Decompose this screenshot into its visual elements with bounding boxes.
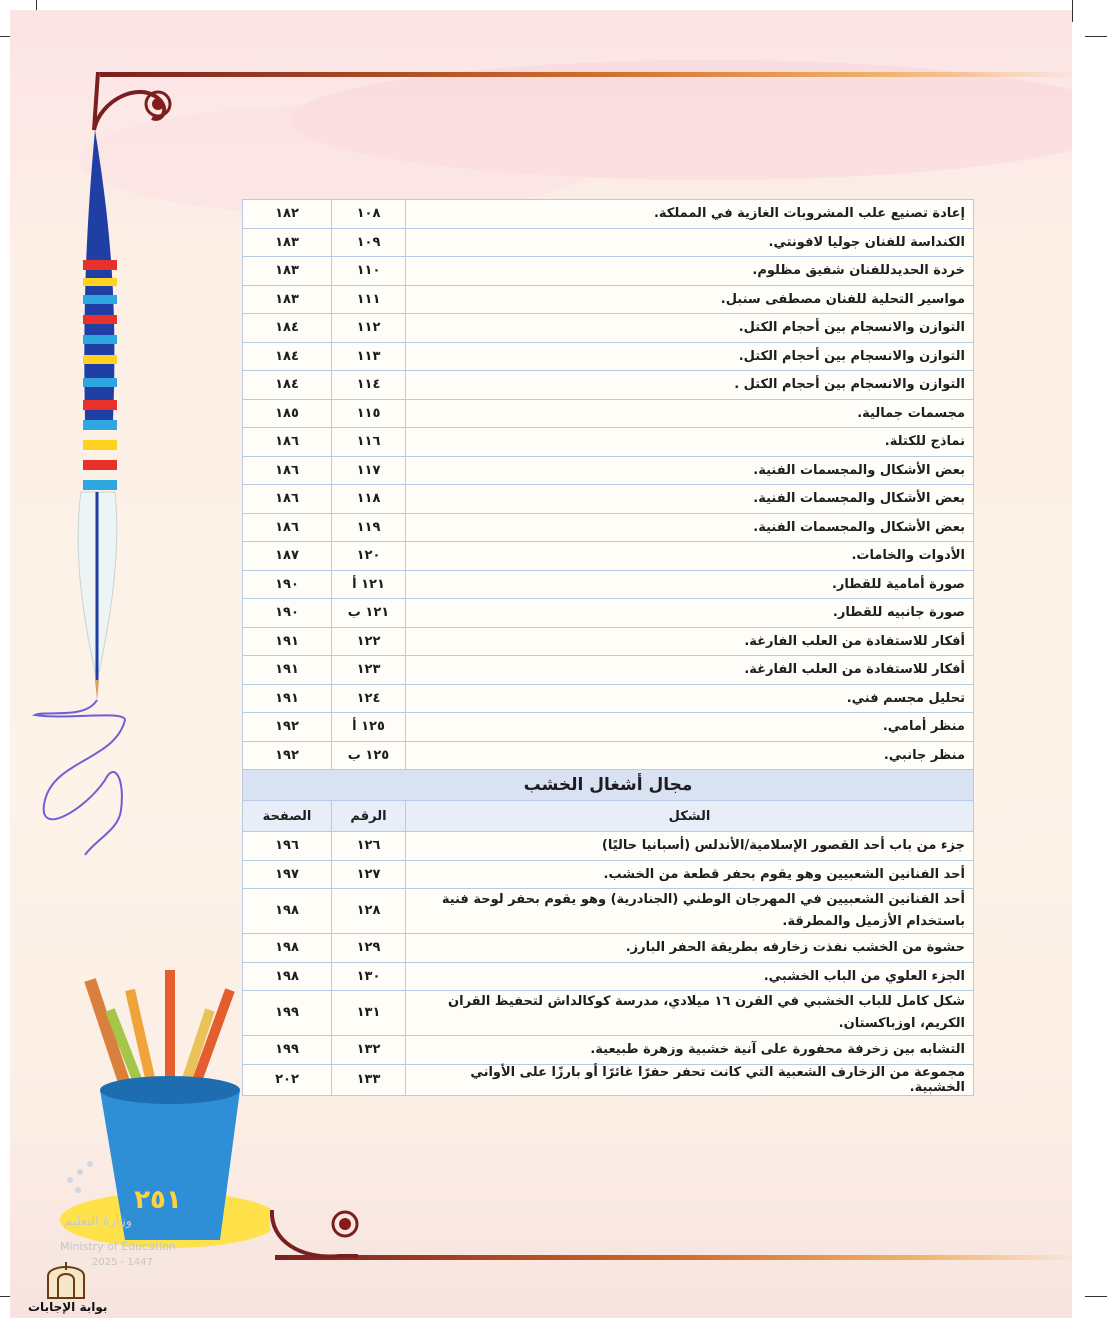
table-row (243, 314, 974, 343)
figure-page: ١٩٨ (243, 962, 332, 991)
figure-number: ١٢٥ أ (332, 713, 406, 742)
ministry-watermark-arabic: وزارة التعليم (64, 1214, 133, 1229)
figure-description: أحد الفنانين الشعبيين وهو يقوم بحفر قطعة من الخشب. (406, 860, 974, 889)
figure-description: بعض الأشكال والمجسمات الفنية. (406, 456, 974, 485)
crop-mark (1085, 36, 1107, 37)
figure-page: ١٩١ (243, 656, 332, 685)
bottom-rows (243, 832, 974, 1096)
table-row (243, 741, 974, 770)
ministry-watermark-english: Ministry of Education (60, 1240, 177, 1253)
table-row (243, 1064, 974, 1095)
top-frame-rule (100, 72, 1072, 77)
figure-page: ١٨٦ (243, 513, 332, 542)
table-row (243, 570, 974, 599)
figure-number: ١٢٠ (332, 542, 406, 571)
portal-logo-icon (44, 1258, 88, 1300)
figure-description: مجموعة من الزخارف الشعبية التي كانت تحفر حفرًا غائرًا أو بارزًا على الأواني الخشبية. (406, 1064, 974, 1095)
figure-page: ١٩١ (243, 684, 332, 713)
figures-index-table (242, 199, 974, 1096)
crop-mark (1085, 1296, 1107, 1297)
table-row (243, 860, 974, 889)
figure-description: التوازن والانسجام بين أحجام الكتل. (406, 314, 974, 343)
figure-number: ١٢٩ (332, 934, 406, 963)
figure-description: منظر جانبي. (406, 741, 974, 770)
figure-number: ١١٨ (332, 485, 406, 514)
figure-page: ١٨٧ (243, 542, 332, 571)
table-row (243, 200, 974, 229)
figure-description: منظر أمامي. (406, 713, 974, 742)
section-title: مجال أشغال الخشب (243, 770, 974, 801)
figure-page: ١٨٦ (243, 485, 332, 514)
figure-number: ١٢٤ (332, 684, 406, 713)
crop-mark (1072, 0, 1073, 22)
section-row (243, 770, 974, 801)
figure-page: ٢٠٢ (243, 1064, 332, 1095)
table-row (243, 599, 974, 628)
figure-description: التوازن والانسجام بين أحجام الكتل . (406, 371, 974, 400)
figure-number: ١١٣ (332, 342, 406, 371)
figure-page: ١٨٤ (243, 342, 332, 371)
figure-description: حشوة من الخشب نفذت زخارفه بطريقة الحفر البارز. (406, 934, 974, 963)
figure-number: ١٣١ (332, 991, 406, 1036)
figure-number: ١٢١ ب (332, 599, 406, 628)
paintbrush-illustration (25, 120, 155, 860)
header-no: الرقم (332, 801, 406, 832)
figure-page: ١٩١ (243, 627, 332, 656)
figure-description: صورة أمامية للقطار. (406, 570, 974, 599)
figure-number: ١٢٧ (332, 860, 406, 889)
table-row (243, 456, 974, 485)
figure-page: ١٨٥ (243, 399, 332, 428)
table-row (243, 684, 974, 713)
figure-number: ١٢٣ (332, 656, 406, 685)
table-row (243, 399, 974, 428)
table-row (243, 832, 974, 861)
figure-page: ١٨٢ (243, 200, 332, 229)
table-row (243, 371, 974, 400)
figure-page: ١٩٩ (243, 991, 332, 1036)
figure-page: ١٩٦ (243, 832, 332, 861)
table-row (243, 713, 974, 742)
figure-description: الجزء العلوي من الباب الخشبي. (406, 962, 974, 991)
table-row (243, 285, 974, 314)
figure-description: التوازن والانسجام بين أحجام الكتل. (406, 342, 974, 371)
figure-number: ١١٩ (332, 513, 406, 542)
figure-page: ١٨٣ (243, 285, 332, 314)
table-row (243, 962, 974, 991)
table-row (243, 627, 974, 656)
figure-number: ١١١ (332, 285, 406, 314)
bottom-frame-rule (275, 1255, 1072, 1260)
figure-page: ١٩٨ (243, 889, 332, 934)
figure-description: أفكار للاستفادة من العلب الفارغة. (406, 656, 974, 685)
figure-number: ١١٢ (332, 314, 406, 343)
figure-number: ١٢١ أ (332, 570, 406, 599)
figure-number: ١١٤ (332, 371, 406, 400)
figure-page: ١٨٣ (243, 228, 332, 257)
figure-number: ١١٠ (332, 257, 406, 286)
figure-description: التشابه بين زخرفة محفورة على آنية خشبية وزهرة طبيعية. (406, 1036, 974, 1065)
figure-description: نماذج للكتلة. (406, 428, 974, 457)
figure-number: ١٢٢ (332, 627, 406, 656)
table-row (243, 991, 974, 1036)
figure-page: ١٩٠ (243, 570, 332, 599)
figure-number: ١٠٨ (332, 200, 406, 229)
figure-page: ١٨٣ (243, 257, 332, 286)
page-number: ٢٥١ (134, 1185, 182, 1215)
header-row (243, 801, 974, 832)
figure-number: ١٢٦ (332, 832, 406, 861)
table-row (243, 513, 974, 542)
figure-description: أحد الفنانين الشعبيين في المهرجان الوطني (الجنادرية) وهو يقوم بحفر لوحة فنية باستخدام الأزميل والمطرقة. (406, 889, 974, 934)
figure-page: ١٩٠ (243, 599, 332, 628)
figure-page: ١٩٩ (243, 1036, 332, 1065)
figure-number: ١١٥ (332, 399, 406, 428)
figure-number: ١١٦ (332, 428, 406, 457)
figure-number: ١٣٠ (332, 962, 406, 991)
figure-description: مجسمات جمالية. (406, 399, 974, 428)
figure-number: ١٢٥ ب (332, 741, 406, 770)
figure-description: شكل كامل للباب الخشبي في القرن ١٦ ميلادي، مدرسة كوكالداش لتحفيظ القران الكريم، اوزباكستان. (406, 991, 974, 1036)
figure-page: ١٩٢ (243, 741, 332, 770)
table-row (243, 428, 974, 457)
figure-description: جزء من باب أحد القصور الإسلامية/الأندلس (أسبانيا حاليًا) (406, 832, 974, 861)
figure-page: ١٨٦ (243, 456, 332, 485)
table-row (243, 257, 974, 286)
figure-description: الأدوات والخامات. (406, 542, 974, 571)
figure-description: خردة الحديدللفنان شفيق مظلوم. (406, 257, 974, 286)
table-row (243, 228, 974, 257)
figure-page: ١٩٨ (243, 934, 332, 963)
figure-description: الكنداسة للفنان جوليا لافونتي. (406, 228, 974, 257)
table-row (243, 934, 974, 963)
figure-description: تحليل مجسم فني. (406, 684, 974, 713)
table-row (243, 656, 974, 685)
figure-description: صورة جانبيه للقطار. (406, 599, 974, 628)
figure-page: ١٩٢ (243, 713, 332, 742)
header-desc: الشكل (406, 801, 974, 832)
figure-description: بعض الأشكال والمجسمات الفنية. (406, 513, 974, 542)
figure-number: ١١٧ (332, 456, 406, 485)
figure-description: بعض الأشكال والمجسمات الفنية. (406, 485, 974, 514)
figure-number: ١٣٣ (332, 1064, 406, 1095)
figure-number: ١٣٢ (332, 1036, 406, 1065)
table-row (243, 342, 974, 371)
ministry-watermark-year: 2025 - 1447 (92, 1257, 153, 1268)
figure-page: ١٨٤ (243, 371, 332, 400)
top-rows (243, 200, 974, 770)
figure-number: ١٠٩ (332, 228, 406, 257)
figure-description: مواسير التحلية للفنان مصطفى سنبل. (406, 285, 974, 314)
figure-number: ١٢٨ (332, 889, 406, 934)
figure-description: أفكار للاستفادة من العلب الفارغة. (406, 627, 974, 656)
figure-page: ١٨٦ (243, 428, 332, 457)
figure-page: ١٩٧ (243, 860, 332, 889)
header-page: الصفحة (243, 801, 332, 832)
portal-label: بوابة الإجابات (28, 1300, 108, 1314)
table-row (243, 542, 974, 571)
table-row (243, 889, 974, 934)
table-row (243, 1036, 974, 1065)
table-row (243, 485, 974, 514)
figure-description: إعادة تصنيع علب المشروبات الغازية في المملكة. (406, 200, 974, 229)
bottom-swirl-ornament (260, 1190, 370, 1265)
figure-page: ١٨٤ (243, 314, 332, 343)
